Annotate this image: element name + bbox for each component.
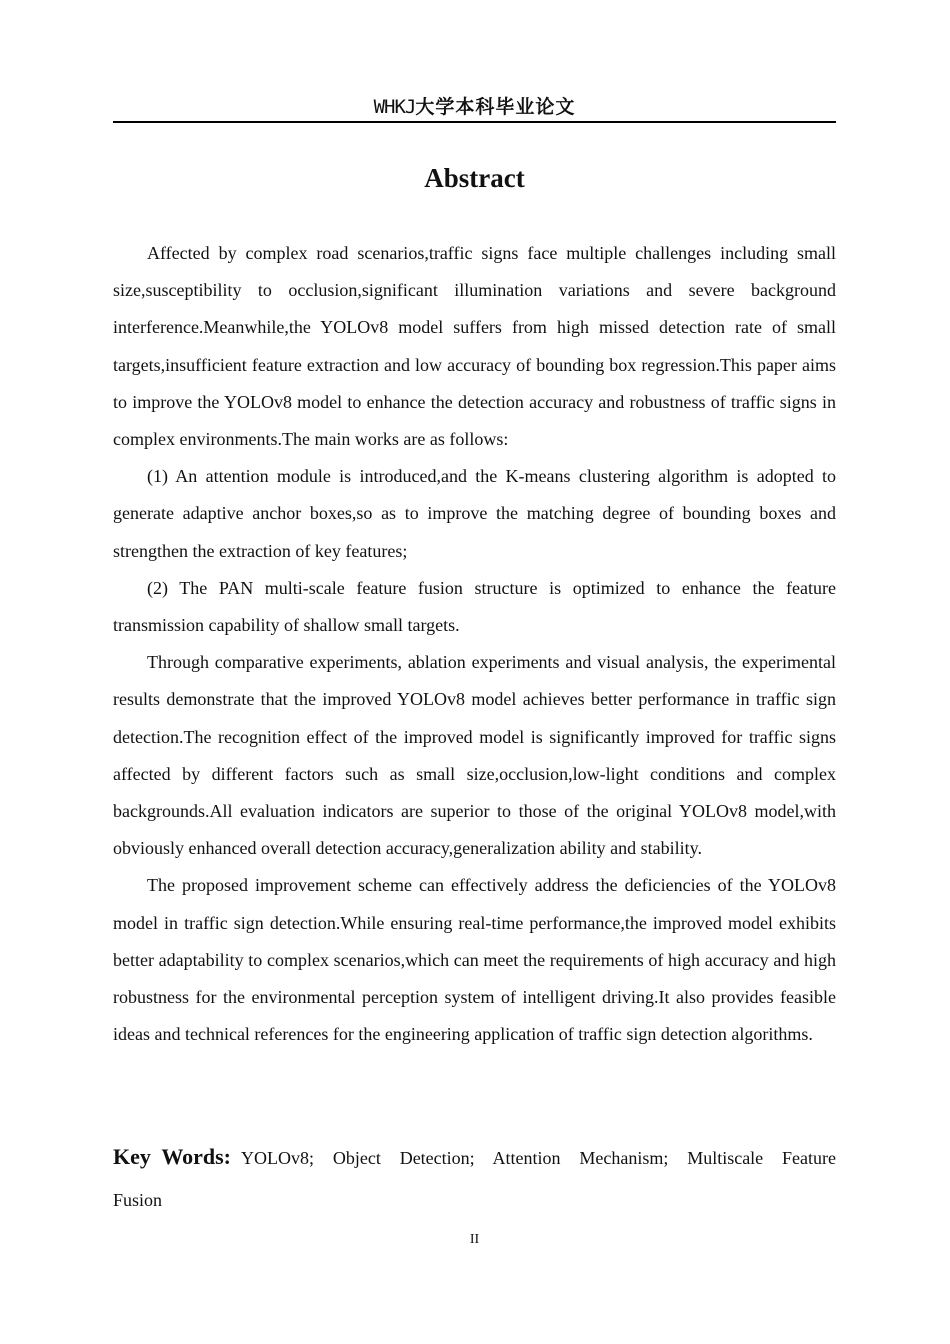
page-number: II	[469, 1232, 480, 1247]
keywords-values: YOLOv8; Object Detection; Attention Mechanism; Multiscale Feature Fusion	[113, 1148, 836, 1210]
paragraph-work-1: (1) An attention module is introduced,and the K-means clustering algorithm is adopted to generate adaptive anchor boxes,so as to improve the matching degree of bounding boxes and strengthen the extraction of key features;	[113, 466, 836, 561]
abstract-body	[113, 235, 836, 1053]
paragraph-results: Through comparative experiments, ablation experiments and visual analysis, the experimental results demonstrate that the improved YOLOv8 model achieves better performance in traffic sign detection.The recognition effect of the improved model is significantly improved for traffic signs affected by different factors such as small size,occlusion,low-light conditions and complex backgrounds.All evaluation indicators are superior to those of the original YOLOv8 model,with obviously enhanced overall detection accuracy,generalization ability and stability.	[113, 652, 836, 859]
header-rule	[113, 121, 836, 123]
keywords-label: Key Words:	[113, 1144, 232, 1169]
header-subtitle: 大学本科毕业论文	[415, 96, 576, 118]
paragraph-work-2: (2) The PAN multi-scale feature fusion structure is optimized to enhance the feature transmission capability of shallow small targets.	[113, 577, 836, 636]
paragraph-conclusion: The proposed improvement scheme can effectively address the deficiencies of the YOLOv8 model in traffic sign detection.While ensuring real-time performance,the improved model exhibits better adaptability to complex scenarios,which can meet the requirements of high accuracy and high robustness for the environmental perception system of intelligent driving.It also provides feasible ideas and technical references for the engineering application of traffic sign detection algorithms.	[113, 875, 836, 1045]
running-header	[113, 92, 836, 122]
abstract-title: Abstract	[424, 163, 525, 193]
paragraph-intro: Affected by complex road scenarios,traffic signs face multiple challenges including small size,susceptibility to occlusion,significant illumination variations and severe background interference.Meanwhile,the YOLOv8 model suffers from high missed detection rate of small targets,insufficient feature extraction and low accuracy of bounding box regression.This paper aims to improve the YOLOv8 model to enhance the detection accuracy and robustness of traffic signs in complex environments.The main works are as follows:	[113, 243, 836, 450]
header-institution: WHKJ	[373, 96, 416, 118]
keywords	[113, 1136, 836, 1221]
